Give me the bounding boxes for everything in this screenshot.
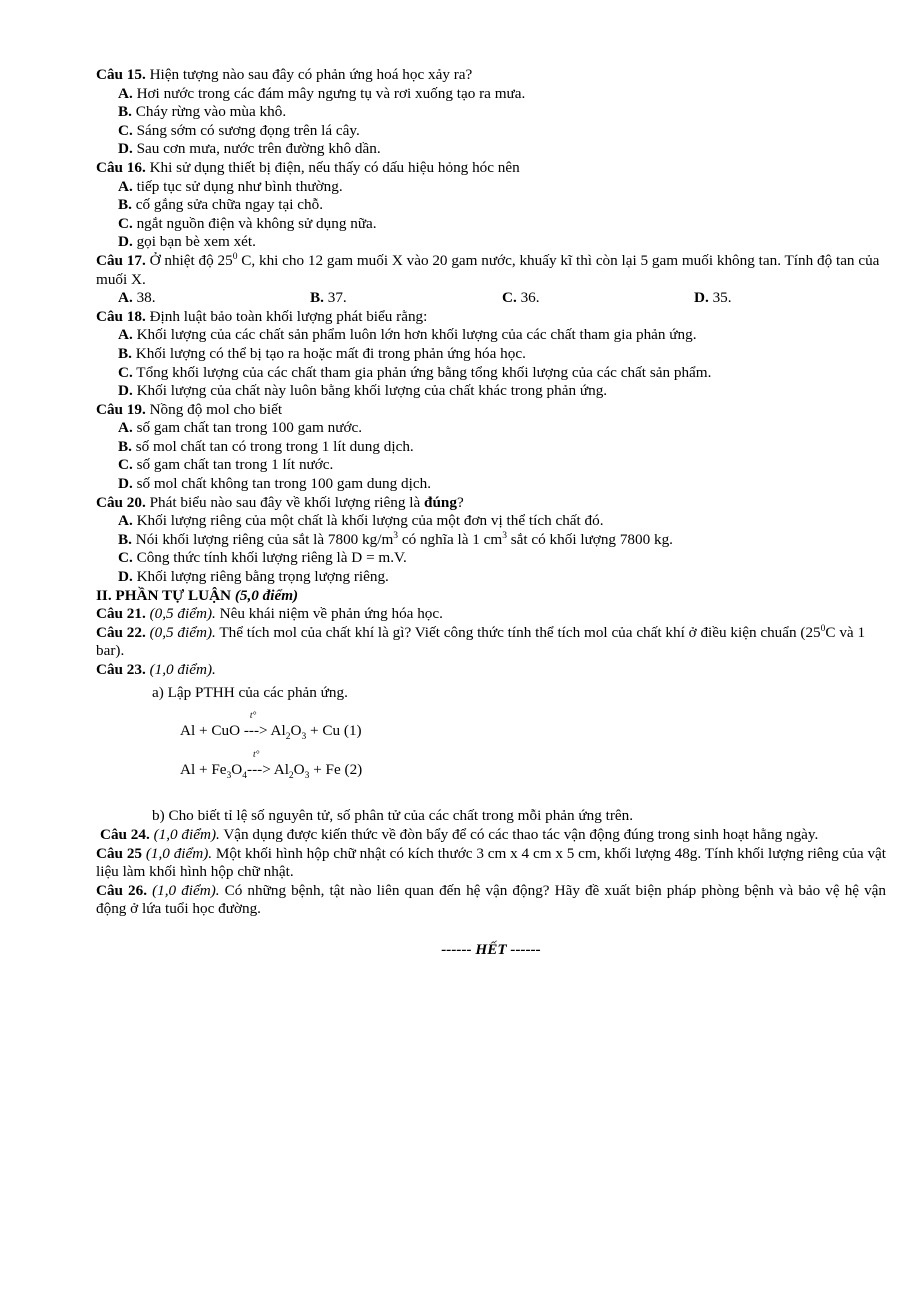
emphasis-word: đúng	[424, 493, 457, 511]
subscript: 3	[301, 732, 307, 743]
option-c	[118, 549, 886, 568]
option-c	[118, 456, 886, 475]
section-title: II. PHẦN TỰ LUẬN	[96, 586, 235, 604]
question-label: Câu 18.	[96, 307, 146, 325]
option-d	[694, 289, 886, 308]
question-points: (0,5 điểm).	[149, 605, 216, 623]
question-text: Khi sử dụng thiết bị điện, nếu thấy có dấu hiệu hỏng hóc nên	[149, 158, 520, 176]
superscript: 0	[232, 251, 238, 262]
option-key: D.	[118, 140, 133, 158]
question-text-cont: C và 1 bar).	[96, 623, 866, 660]
question-label: Câu 25	[96, 844, 143, 862]
option-key: C.	[502, 289, 517, 307]
option-key: A.	[118, 177, 133, 195]
option-a	[118, 289, 310, 308]
question-label: Câu 26.	[96, 881, 148, 899]
option-key: D.	[118, 233, 133, 251]
arrow-text: --->	[247, 760, 271, 778]
option-key: C.	[118, 456, 133, 474]
option-text: Khối lượng riêng của một chất là khối lượng của một đơn vị thể tích chất đó.	[136, 512, 604, 530]
arrow-condition: t°	[253, 749, 260, 760]
option-text-cont: có nghĩa là 1 cm	[398, 530, 503, 548]
option-text: Sáng sớm có sương đọng trên lá cây.	[136, 121, 360, 139]
question-26	[96, 882, 886, 919]
option-text-end: sắt có khối lượng 7800 kg.	[506, 530, 673, 548]
question-text: Ở nhiệt độ 25	[149, 251, 233, 269]
option-text: Khối lượng có thể bị tạo ra hoặc mất đi trong phản ứng hóa học.	[135, 344, 526, 362]
eq-term: + Fe (2)	[309, 760, 363, 778]
subscript: 2	[285, 732, 291, 743]
subscript: 3	[226, 770, 232, 781]
question-text: Một khối hình hộp chữ nhật có kích thước 3 cm x 4 cm x 5 cm, khối lượng 48g. Tính khối lượng riêng của vật liệu làm khối hình hộp chữ nhật.	[96, 844, 886, 881]
question-24	[100, 826, 886, 845]
question-label: Câu 23.	[96, 661, 146, 678]
option-d	[118, 140, 886, 159]
question-22	[96, 624, 886, 661]
question-label: Câu 22.	[96, 623, 146, 641]
option-c	[118, 364, 886, 383]
option-text: gọi bạn bè xem xét.	[136, 233, 256, 251]
question-text: Có những bệnh, tật nào liên quan đến hệ vận động? Hãy đề xuất biện pháp phòng bệnh và bảo vệ hệ vận động ở lứa tuổi học đường.	[96, 881, 887, 918]
equation-2	[180, 749, 886, 781]
option-key: B.	[118, 196, 132, 214]
option-text: 36.	[520, 289, 540, 307]
option-key: A.	[118, 512, 133, 530]
question-18	[96, 308, 886, 327]
option-key: D.	[694, 289, 709, 307]
option-text: 38.	[136, 289, 156, 307]
question-text: Nêu khái niệm về phản ứng hóa học.	[215, 605, 443, 623]
subscript: 4	[242, 770, 248, 781]
subscript: 3	[304, 770, 310, 781]
arrow-text: --->	[243, 722, 268, 740]
option-text: 37.	[327, 289, 347, 307]
option-key: A.	[118, 419, 133, 437]
option-a	[118, 512, 886, 531]
options-row	[118, 289, 886, 308]
question-text: Định luật bảo toàn khối lượng phát biểu rằng:	[149, 307, 428, 325]
option-text: Khối lượng của chất này luôn bằng khối lượng của chất khác trong phản ứng.	[136, 382, 608, 400]
option-text: Khối lượng riêng bằng trọng lượng riêng.	[136, 568, 389, 586]
section-heading	[96, 587, 886, 606]
option-key: A.	[118, 326, 133, 344]
option-key: B.	[118, 344, 132, 362]
eq-term: Al	[270, 760, 289, 778]
superscript: 0	[820, 623, 826, 634]
option-d	[118, 568, 886, 587]
option-a	[118, 178, 886, 197]
question-17	[96, 252, 886, 289]
option-text: số mol chất không tan trong 100 gam dung dịch.	[136, 475, 431, 493]
option-c	[118, 122, 886, 141]
option-key: A.	[118, 289, 133, 307]
question-text: Thể tích mol của chất khí là gì? Viết công thức tính thể tích mol của chất khí ở điều kiện chuẩn (25	[215, 623, 821, 641]
arrow-condition: t°	[249, 711, 257, 722]
question-text-cont: C, khi cho 12 gam muối X vào 20 gam nước, khuấy kĩ thì còn lại 5 gam muối không tan. Tính độ tan của muối X.	[96, 251, 880, 288]
option-key: C.	[118, 121, 133, 139]
eq-term: + Cu (1)	[306, 722, 362, 740]
option-d	[118, 382, 886, 401]
superscript: 3	[502, 530, 507, 541]
option-text: tiếp tục sử dụng như bình thường.	[136, 177, 343, 195]
question-16	[96, 159, 886, 178]
option-key: C.	[118, 549, 133, 567]
eq-term: O	[290, 722, 302, 740]
eq-term: Al	[267, 722, 286, 740]
option-b	[118, 196, 886, 215]
option-key: A.	[118, 84, 133, 102]
eq-lhs: Al + CuO	[180, 722, 244, 740]
option-text: Khối lượng của các chất sản phẩm luôn lớn hơn khối lượng của các chất tham gia phản ứng.	[136, 326, 697, 344]
question-text: Phát biểu nào sau đây về khối lượng riêng là	[149, 493, 424, 511]
question-19	[96, 401, 886, 420]
option-a	[118, 326, 886, 345]
question-21	[96, 605, 886, 624]
option-text: Công thức tính khối lượng riêng là D = m.V.	[136, 549, 407, 567]
question-points: (1,0 điểm).	[152, 881, 220, 899]
question-points: (1,0 điểm).	[153, 825, 220, 843]
question-23	[96, 661, 886, 680]
subscript: 2	[288, 770, 294, 781]
question-points: (0,5 điểm).	[149, 623, 216, 641]
question-label: Câu 17.	[96, 251, 146, 269]
eq-term: O	[293, 760, 305, 778]
option-key: D.	[118, 568, 133, 586]
option-b	[118, 103, 886, 122]
option-text: Cháy rừng vào mùa khô.	[135, 103, 287, 121]
question-label: Câu 21.	[96, 605, 146, 623]
question-15	[96, 66, 886, 85]
option-c	[118, 215, 886, 234]
question-label: Câu 16.	[96, 158, 146, 176]
section-points: (5,0 điểm)	[234, 586, 299, 604]
question-points: (1,0 điểm).	[145, 844, 213, 862]
option-b	[118, 438, 886, 457]
question-label: Câu 24.	[100, 825, 150, 843]
eq-term: O	[231, 760, 243, 778]
question-25	[96, 845, 886, 882]
question-points: (1,0 điểm).	[149, 661, 216, 678]
option-b	[310, 289, 502, 308]
question-20	[96, 494, 886, 513]
option-text: Hơi nước trong các đám mây ngưng tụ và rơi xuống tạo ra mưa.	[136, 84, 526, 102]
option-a	[118, 419, 886, 438]
option-text: ngắt nguồn điện và không sử dụng nữa.	[136, 214, 377, 232]
option-key: C.	[118, 363, 133, 381]
option-text: 35.	[712, 289, 732, 307]
superscript: 3	[393, 530, 399, 541]
option-c	[502, 289, 694, 308]
end-marker: ------ HẾT ------	[441, 940, 541, 958]
option-key: B.	[310, 289, 324, 307]
part-b: b) Cho biết tỉ lệ số nguyên tử, số phân tử của các chất trong mỗi phản ứng trên.	[152, 807, 634, 825]
option-key: D.	[118, 382, 133, 400]
option-b	[118, 345, 886, 364]
option-key: B.	[118, 530, 132, 548]
option-key: B.	[118, 103, 132, 121]
option-text: cố gắng sửa chữa ngay tại chỗ.	[135, 196, 323, 214]
question-label: Câu 19.	[96, 400, 146, 418]
option-text: số gam chất tan trong 100 gam nước.	[136, 419, 363, 437]
part-a: a) Lập PTHH của các phản ứng.	[152, 683, 348, 701]
question-text: Hiện tượng nào sau đây có phản ứng hoá học xảy ra?	[149, 66, 473, 83]
option-a	[118, 85, 886, 104]
option-d	[118, 233, 886, 252]
option-key: B.	[118, 437, 132, 455]
reaction-arrow	[247, 749, 271, 780]
question-text: Nồng độ mol cho biết	[149, 400, 283, 418]
eq-term: Al + Fe	[180, 760, 227, 778]
question-end: ?	[456, 493, 464, 511]
option-text: Sau cơn mưa, nước trên đường khô dần.	[136, 140, 381, 158]
question-label: Câu 20.	[96, 493, 146, 511]
option-text: Nói khối lượng riêng của sắt là 7800 kg/m	[135, 530, 394, 548]
question-text: Vận dụng được kiến thức về đòn bẩy để có các thao tác vận động đúng trong sinh hoạt hằng ngày.	[219, 825, 819, 843]
exam-page	[96, 66, 886, 975]
question-label: Câu 15.	[96, 66, 146, 83]
option-text: số gam chất tan trong 1 lít nước.	[136, 456, 334, 474]
option-text: số mol chất tan có trong trong 1 lít dung dịch.	[135, 437, 414, 455]
option-key: C.	[118, 214, 133, 232]
reaction-arrow	[243, 711, 268, 741]
option-text: Tổng khối lượng của các chất tham gia phản ứng bằng tổng khối lượng của các chất sản phẩm.	[136, 363, 712, 381]
option-key: D.	[118, 475, 133, 493]
option-d	[118, 475, 886, 494]
equation-1	[180, 711, 886, 743]
option-b	[118, 531, 886, 550]
